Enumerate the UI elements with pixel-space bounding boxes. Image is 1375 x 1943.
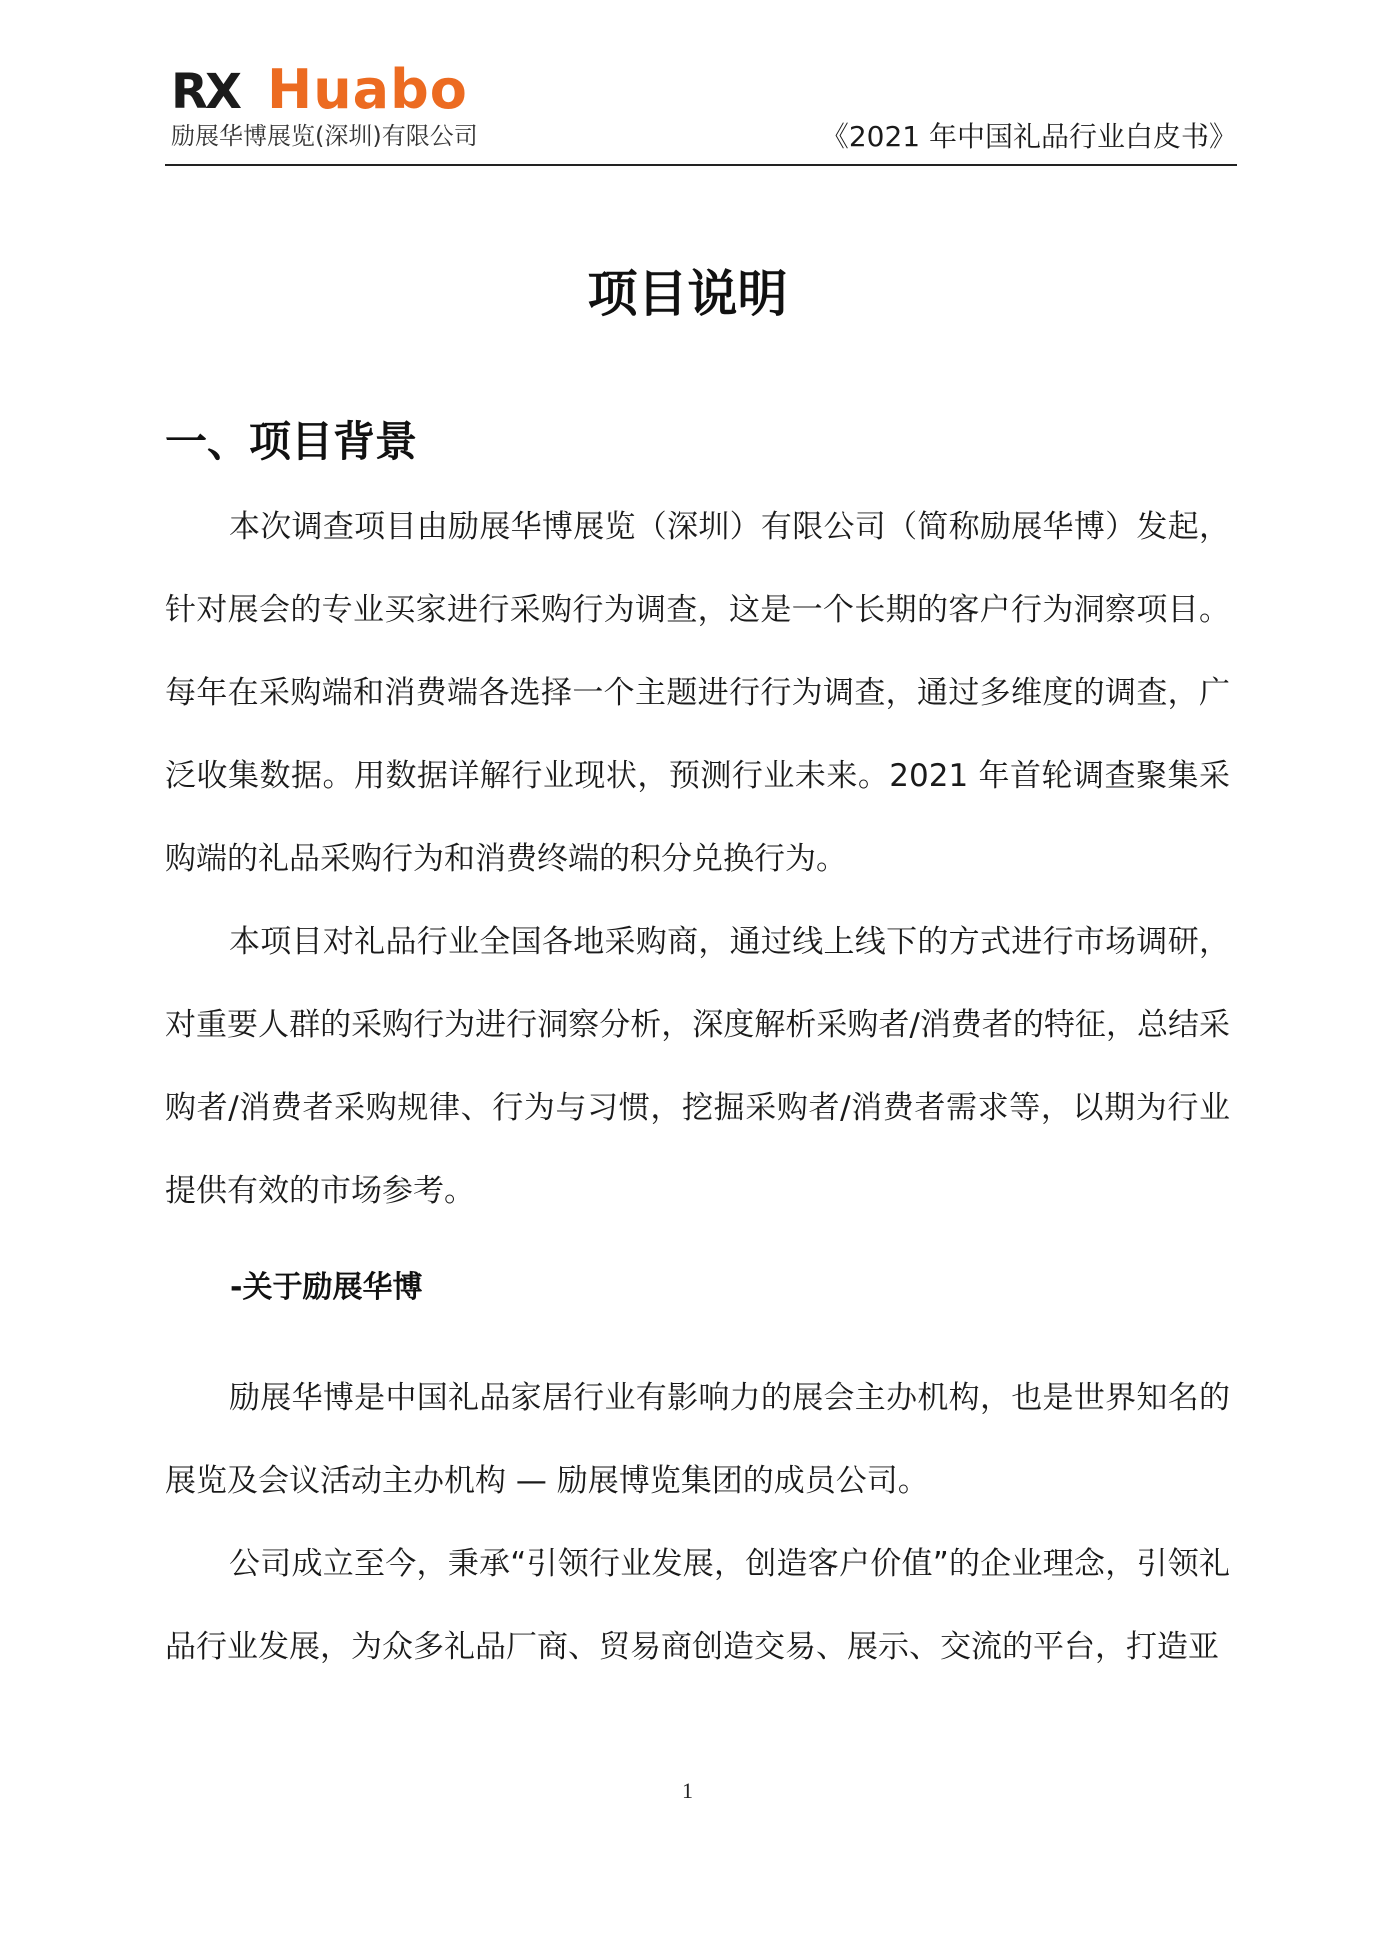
paragraph-background-2: 本项目对礼品行业全国各地采购商，通过线上线下的方式进行市场调研，对重要人群的采购行为进行洞察分析，深度解析采购者/消费者的特征，总结采购者/消费者采购规律、行为与习惯，挖掘采购者/消费者需求等，以期为行业提供有效的市场参考。 [165, 924, 1230, 1209]
subheading-about-company: -关于励展华博 [230, 1270, 423, 1305]
huabo-logo-text: Huabo [267, 58, 468, 121]
report-title: 《2021 年中国礼品行业白皮书》 [820, 120, 1237, 153]
paragraph-about-1: 励展华博是中国礼品家居行业有影响力的展会主办机构，也是世界知名的展览及会议活动主办机构 — 励展博览集团的成员公司。 [165, 1380, 1230, 1499]
company-name: 励展华博展览(深圳)有限公司 [171, 122, 478, 150]
paragraph-about-2: 公司成立至今，秉承“引领行业发展，创造客户价值”的企业理念，引领礼品行业发展，为众多礼品厂商、贸易商创造交易、展示、交流的平台，打造亚 [165, 1546, 1230, 1665]
page-header [165, 60, 1237, 166]
page-number: 1 [682, 1778, 693, 1803]
paragraph-background-1: 本次调查项目由励展华博展览（深圳）有限公司（简称励展华博）发起，针对展会的专业买家进行采购行为调查，这是一个长期的客户行为洞察项目。每年在采购端和消费端各选择一个主题进行行为调查，通过多维度的调查，广泛收集数据。用数据详解行业现状，预测行业未来。2021 年首轮调查聚集采购端的礼品采购行为和消费终端的积分兑换行为。 [165, 509, 1230, 877]
page-title: 项目说明 [587, 265, 788, 323]
rx-logo-mark: RX [171, 64, 239, 120]
section-heading: 一、项目背景 [165, 417, 418, 466]
